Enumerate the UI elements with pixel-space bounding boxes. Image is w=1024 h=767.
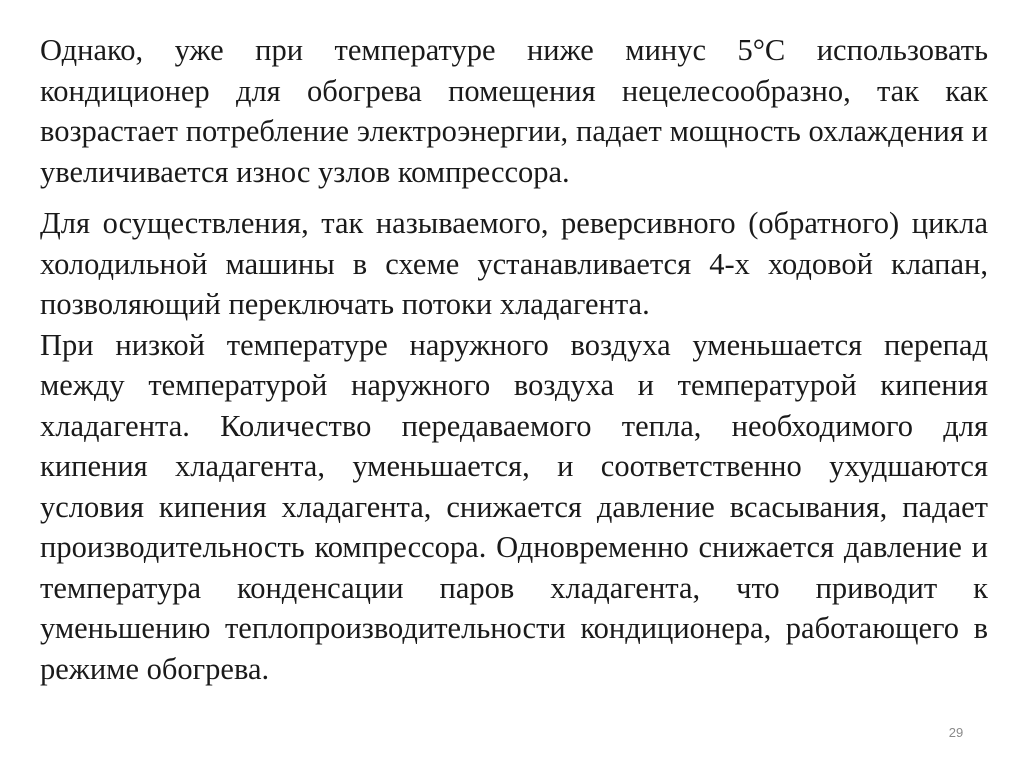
slide-body-text — [40, 30, 988, 689]
paragraph-low-temperature-effects: При низкой температуре наружного воздуха уменьшается перепад между температурой наружного воздуха и температурой кипения хладагента. Количество передаваемого тепла, необходимого для кипения хладагента, уменьшается, и соответственно ухудшаются условия кипения хладагента, снижается давление всасывания, падает производительность компрессора. Одновременно снижается давление и температура конденсации паров хладагента, что приводит к уменьшению теплопроизводительности кондиционера, работающего в режиме обогрева. — [40, 327, 988, 686]
paragraph-heating-limit: Однако, уже при температуре ниже минус 5°С использовать кондиционер для обогрева помещения нецелесообразно, так как возрастает потребление электроэнергии, падает мощность охлаждения и увеличивается износ узлов компрессора. — [40, 33, 988, 189]
paragraph-reverse-cycle: Для осуществления, так называемого, реверсивного (обратного) цикла холодильной машины в схеме устанавливается 4-х ходовой клапан, позволяющий переключать потоки хладагента. — [40, 206, 988, 321]
page-number: 29 — [948, 725, 964, 740]
